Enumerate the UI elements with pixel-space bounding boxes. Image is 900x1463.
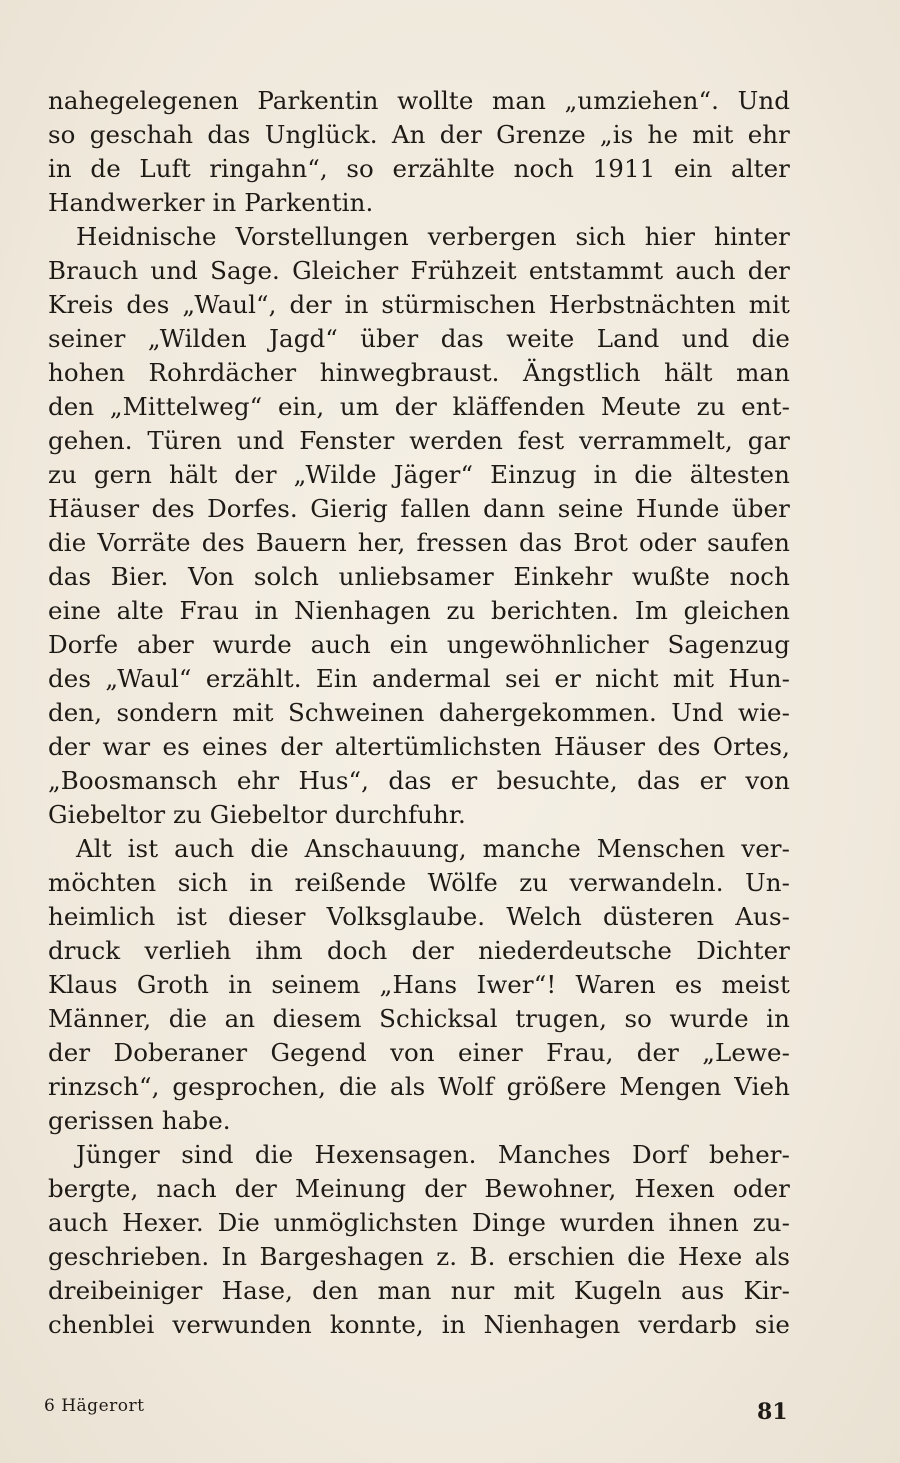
- text-line: Brauch und Sage. Gleicher Frühzeit entstammt auch der: [48, 256, 790, 285]
- signature-mark: 6 Hägerort: [44, 1396, 145, 1416]
- text-line: der Doberaner Gegend von einer Frau, der „Lewe-: [48, 1038, 790, 1067]
- text-line: geschrieben. In Bargeshagen z. B. erschien die Hexe als: [48, 1242, 790, 1271]
- text-line: Männer, die an diesem Schicksal trugen, so wurde in: [48, 1004, 790, 1033]
- text-line: „Boosmansch ehr Hus“, das er besuchte, das er von: [48, 766, 790, 795]
- text-line: Handwerker in Parkentin.: [48, 188, 374, 217]
- text-line: druck verlieh ihm doch der niederdeutsche Dichter: [48, 936, 790, 965]
- text-line: Giebeltor zu Giebeltor durchfuhr.: [48, 800, 466, 829]
- text-line: bergte, nach der Meinung der Bewohner, Hexen oder: [48, 1174, 790, 1203]
- text-line: gehen. Türen und Fenster werden fest verrammelt, gar: [48, 426, 790, 455]
- text-line: das Bier. Von solch unliebsamer Einkehr wußte noch: [48, 562, 790, 591]
- text-line: chenblei verwunden konnte, in Nienhagen verdarb sie: [48, 1310, 790, 1339]
- text-line: auch Hexer. Die unmöglichsten Dinge wurden ihnen zu-: [48, 1208, 790, 1237]
- text-line: nahegelegenen Parkentin wollte man „umziehen“. Und: [48, 86, 790, 115]
- text-line: möchten sich in reißende Wölfe zu verwandeln. Un-: [48, 868, 790, 897]
- text-line: Heidnische Vorstellungen verbergen sich hier hinter: [76, 222, 790, 251]
- text-line: in de Luft ringahn“, so erzählte noch 1911 ein alter: [48, 154, 790, 183]
- text-line: hohen Rohrdächer hinwegbraust. Ängstlich hält man: [48, 358, 790, 387]
- text-line: des „Waul“ erzählt. Ein andermal sei er nicht mit Hun-: [48, 664, 790, 693]
- text-line: zu gern hält der „Wilde Jäger“ Einzug in die ältesten: [48, 460, 790, 489]
- text-line: den „Mittelweg“ ein, um der kläffenden Meute zu ent-: [48, 392, 790, 421]
- body-text: [48, 84, 790, 1342]
- text-line: die Vorräte des Bauern her, fressen das Brot oder saufen: [48, 528, 790, 557]
- text-line: Kreis des „Waul“, der in stürmischen Herbstnächten mit: [48, 290, 790, 319]
- text-line: Klaus Groth in seinem „Hans Iwer“! Waren es meist: [48, 970, 790, 999]
- text-line: Alt ist auch die Anschauung, manche Menschen ver-: [76, 834, 790, 863]
- text-line: rinzsch“, gesprochen, die als Wolf größere Mengen Vieh: [48, 1072, 790, 1101]
- text-line: Jünger sind die Hexensagen. Manches Dorf beher-: [76, 1140, 790, 1169]
- text-line: seiner „Wilden Jagd“ über das weite Land und die: [48, 324, 790, 353]
- text-line: den, sondern mit Schweinen dahergekommen. Und wie-: [48, 698, 790, 727]
- text-line: der war es eines der altertümlichsten Häuser des Ortes,: [48, 732, 790, 761]
- text-line: Dorfe aber wurde auch ein ungewöhnlicher Sagenzug: [48, 630, 790, 659]
- text-line: gerissen habe.: [48, 1106, 231, 1135]
- text-line: Häuser des Dorfes. Gierig fallen dann seine Hunde über: [48, 494, 790, 523]
- text-line: eine alte Frau in Nienhagen zu berichten. Im gleichen: [48, 596, 790, 625]
- text-line: so geschah das Unglück. An der Grenze „is he mit ehr: [48, 120, 790, 149]
- page-number: 81: [757, 1399, 788, 1425]
- text-line: dreibeiniger Hase, den man nur mit Kugeln aus Kir-: [48, 1276, 790, 1305]
- text-line: heimlich ist dieser Volksglaube. Welch düsteren Aus-: [48, 902, 790, 931]
